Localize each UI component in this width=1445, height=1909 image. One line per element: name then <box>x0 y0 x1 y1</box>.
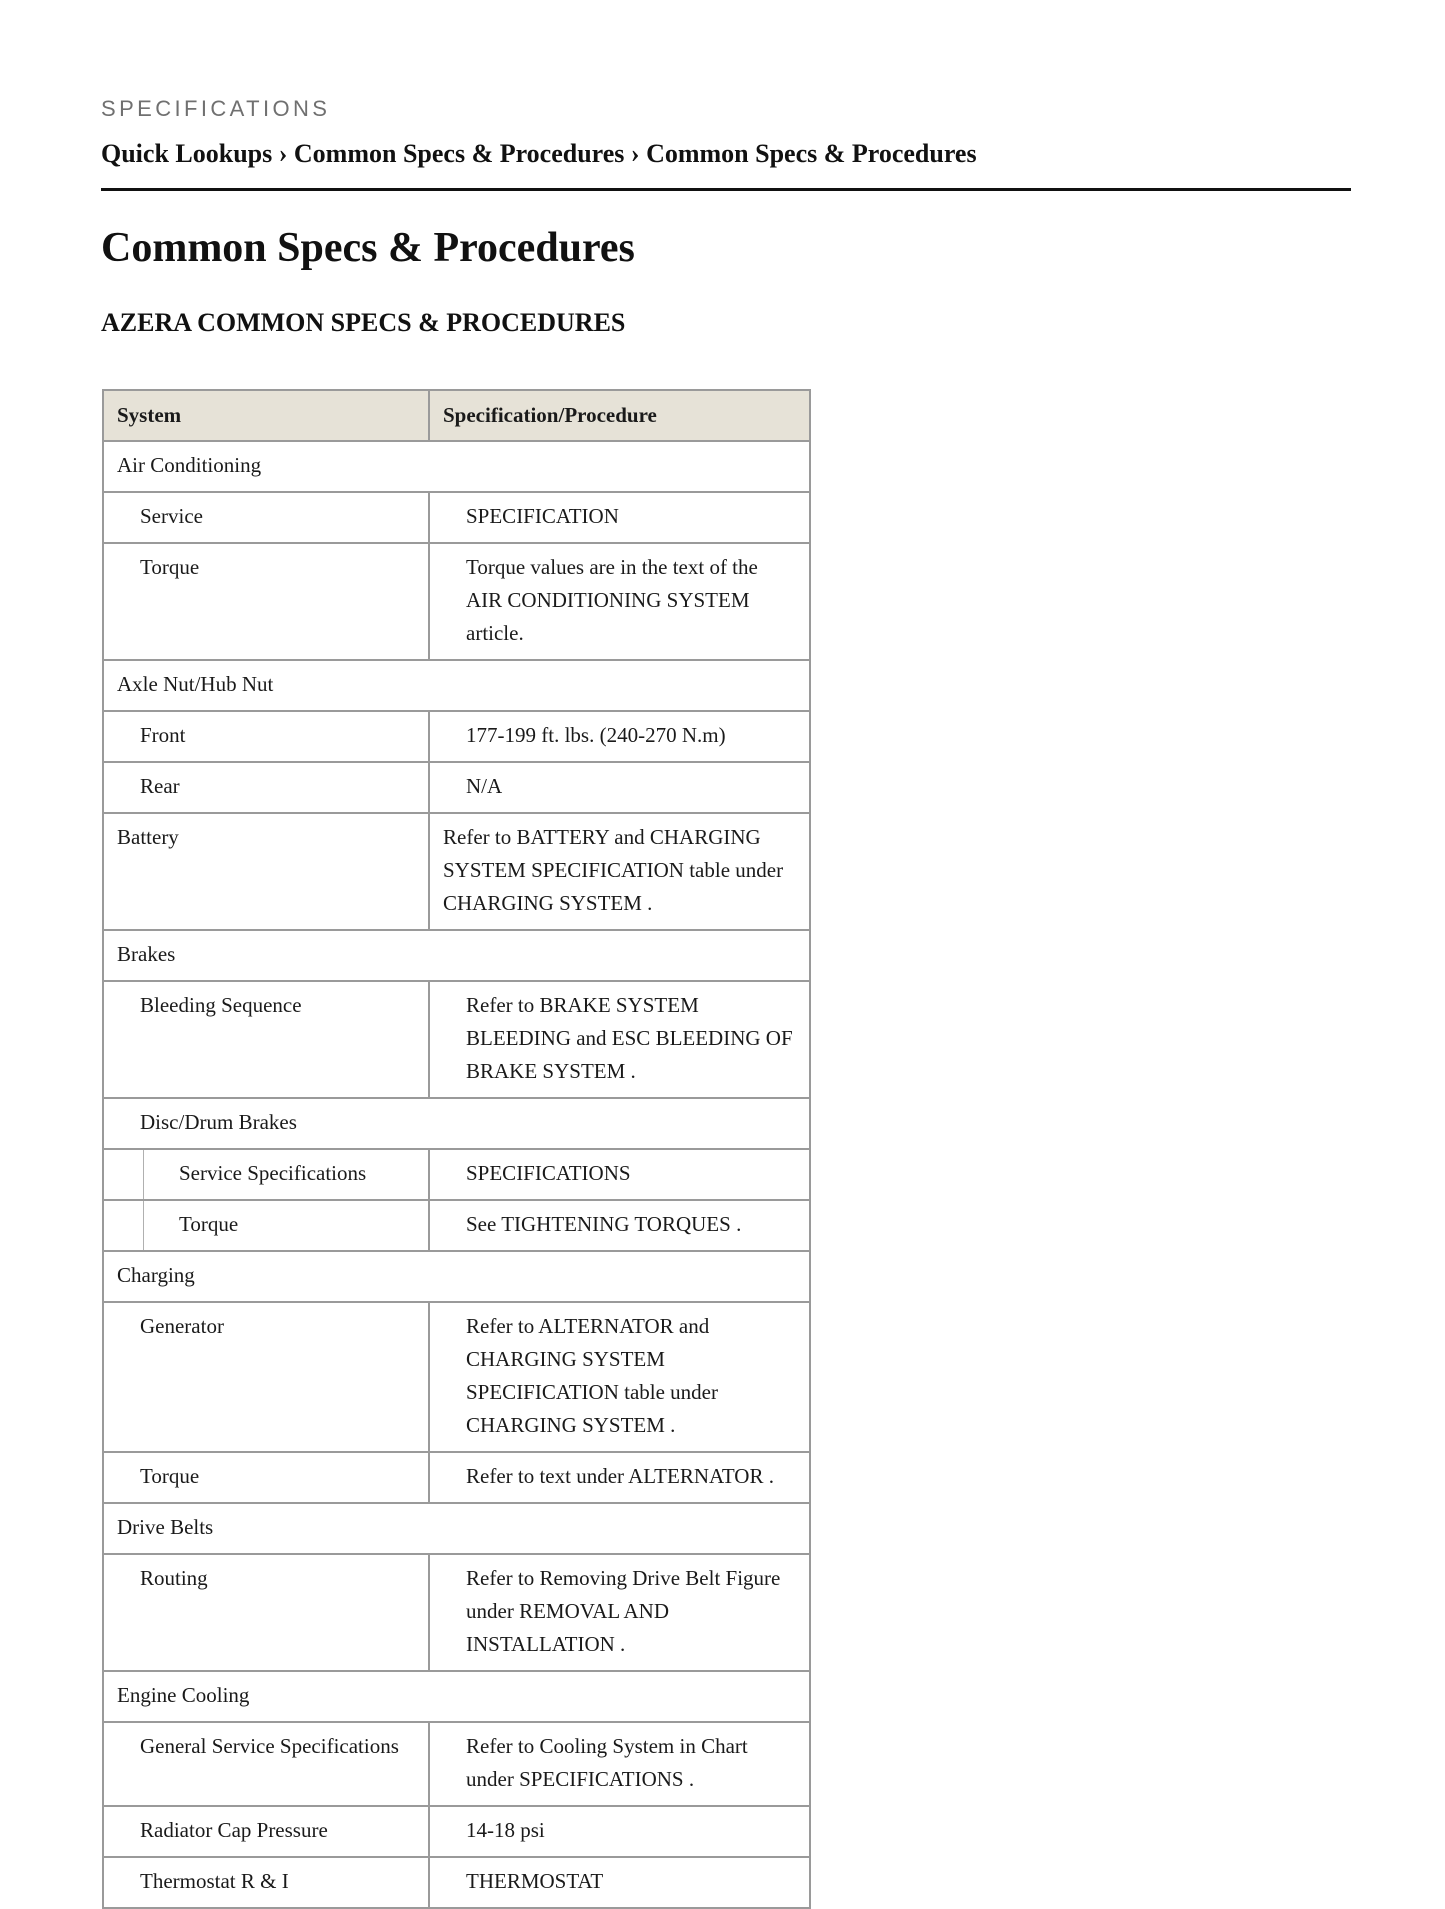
header-divider <box>101 188 1351 191</box>
table-row <box>103 711 810 762</box>
group-cell: Engine Cooling <box>103 1671 810 1722</box>
table-row-group <box>103 1251 810 1302</box>
indent-divider <box>143 1150 144 1199</box>
system-cell: Generator <box>103 1302 429 1452</box>
spec-cell[interactable]: Refer to text under ALTERNATOR . <box>429 1452 810 1503</box>
table-row <box>103 1200 810 1251</box>
spec-cell[interactable]: SPECIFICATIONS <box>429 1149 810 1200</box>
system-cell <box>103 1149 429 1200</box>
indent-divider <box>143 1201 144 1250</box>
table-row <box>103 981 810 1098</box>
table-header-row <box>103 390 810 441</box>
system-cell: Rear <box>103 762 429 813</box>
group-cell: Drive Belts <box>103 1503 810 1554</box>
group-cell: Charging <box>103 1251 810 1302</box>
system-cell: Radiator Cap Pressure <box>103 1806 429 1857</box>
table-row <box>103 1452 810 1503</box>
table-row <box>103 762 810 813</box>
system-cell: Battery <box>103 813 429 930</box>
system-cell: Bleeding Sequence <box>103 981 429 1098</box>
subgroup-cell: Disc/Drum Brakes <box>103 1098 810 1149</box>
group-cell: Axle Nut/Hub Nut <box>103 660 810 711</box>
spec-cell[interactable]: Refer to BRAKE SYSTEM BLEEDING and ESC BLEEDING OF BRAKE SYSTEM . <box>429 981 810 1098</box>
table-row <box>103 1302 810 1452</box>
spec-cell[interactable]: Refer to Cooling System in Chart under SPECIFICATIONS . <box>429 1722 810 1806</box>
spec-cell[interactable]: Refer to BATTERY and CHARGING SYSTEM SPECIFICATION table under CHARGING SYSTEM . <box>429 813 810 930</box>
table-row-group <box>103 930 810 981</box>
column-header-spec: Specification/Procedure <box>429 390 810 441</box>
system-cell: Service <box>103 492 429 543</box>
system-label: Torque <box>179 1212 239 1236</box>
page-subtitle: AZERA COMMON SPECS & PROCEDURES <box>101 308 626 337</box>
system-cell: Thermostat R & I <box>103 1857 429 1908</box>
table-row-group <box>103 1671 810 1722</box>
table-row-subgroup <box>103 1098 810 1149</box>
table-row-group <box>103 441 810 492</box>
system-cell: Routing <box>103 1554 429 1671</box>
table-row <box>103 492 810 543</box>
system-label: Service Specifications <box>179 1161 367 1185</box>
table-row-group <box>103 1503 810 1554</box>
system-cell: Torque <box>103 543 429 660</box>
spec-cell: 177-199 ft. lbs. (240-270 N.m) <box>429 711 810 762</box>
spec-cell[interactable]: See TIGHTENING TORQUES . <box>429 1200 810 1251</box>
breadcrumb[interactable]: Quick Lookups › Common Specs & Procedures › Common Specs & Procedures <box>101 139 977 168</box>
page-title: Common Specs & Procedures <box>101 225 635 271</box>
table-row <box>103 1554 810 1671</box>
section-label: SPECIFICATIONS <box>101 96 331 121</box>
table-row <box>103 1857 810 1908</box>
group-cell: Air Conditioning <box>103 441 810 492</box>
spec-cell: N/A <box>429 762 810 813</box>
spec-cell[interactable]: Refer to Removing Drive Belt Figure under REMOVAL AND INSTALLATION . <box>429 1554 810 1671</box>
specs-table <box>102 389 811 1909</box>
table-row <box>103 1722 810 1806</box>
table-row <box>103 543 810 660</box>
system-cell: Torque <box>103 1452 429 1503</box>
group-cell: Brakes <box>103 930 810 981</box>
spec-cell[interactable]: THERMOSTAT <box>429 1857 810 1908</box>
spec-cell[interactable]: Refer to ALTERNATOR and CHARGING SYSTEM SPECIFICATION table under CHARGING SYSTEM . <box>429 1302 810 1452</box>
table-row <box>103 1149 810 1200</box>
spec-cell[interactable]: SPECIFICATION <box>429 492 810 543</box>
spec-cell: 14-18 psi <box>429 1806 810 1857</box>
system-cell: General Service Specifications <box>103 1722 429 1806</box>
table-row <box>103 813 810 930</box>
column-header-system: System <box>103 390 429 441</box>
table-row <box>103 1806 810 1857</box>
spec-cell[interactable]: Torque values are in the text of the AIR CONDITIONING SYSTEM article. <box>429 543 810 660</box>
system-cell <box>103 1200 429 1251</box>
table-row-group <box>103 660 810 711</box>
system-cell: Front <box>103 711 429 762</box>
